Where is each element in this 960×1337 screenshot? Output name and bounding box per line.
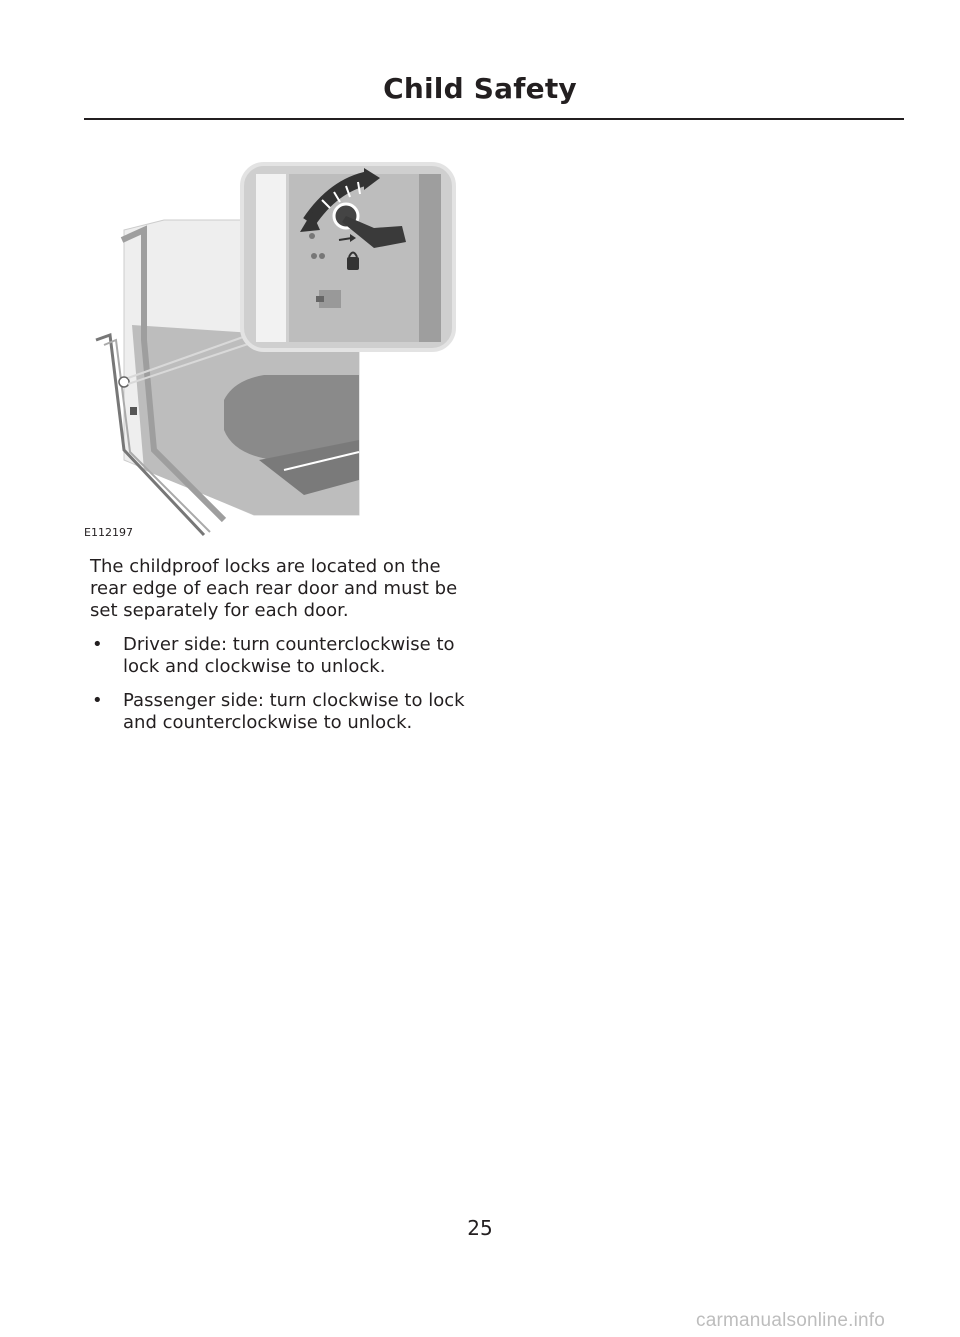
- door-illustration-svg: [84, 160, 464, 540]
- watermark: carmanualsonline.info: [696, 1310, 886, 1331]
- driver-side-instruction: Driver side: turn counterclockwise to lock and clockwise to unlock.: [123, 634, 455, 677]
- passenger-side-instruction: Passenger side: turn clockwise to lock and counterclockwise to unlock.: [123, 690, 465, 733]
- intro-paragraph: The childproof locks are located on the rear edge of each rear door and must be set separately for each door.: [90, 556, 458, 621]
- body-text: [90, 556, 482, 746]
- bullet-icon: •: [92, 634, 103, 655]
- child-lock-illustration: [84, 160, 464, 540]
- page-number: 25: [467, 1216, 493, 1240]
- instructions-list: [90, 634, 482, 734]
- list-item: [90, 690, 482, 734]
- lock-location-dot: [119, 377, 129, 387]
- bullet-icon: •: [92, 690, 103, 711]
- header-divider: [84, 118, 904, 120]
- page-title: Child Safety: [383, 72, 577, 105]
- figure-id: E112197: [84, 526, 133, 539]
- list-item: [90, 634, 482, 678]
- child-lock-symbol: [347, 257, 359, 270]
